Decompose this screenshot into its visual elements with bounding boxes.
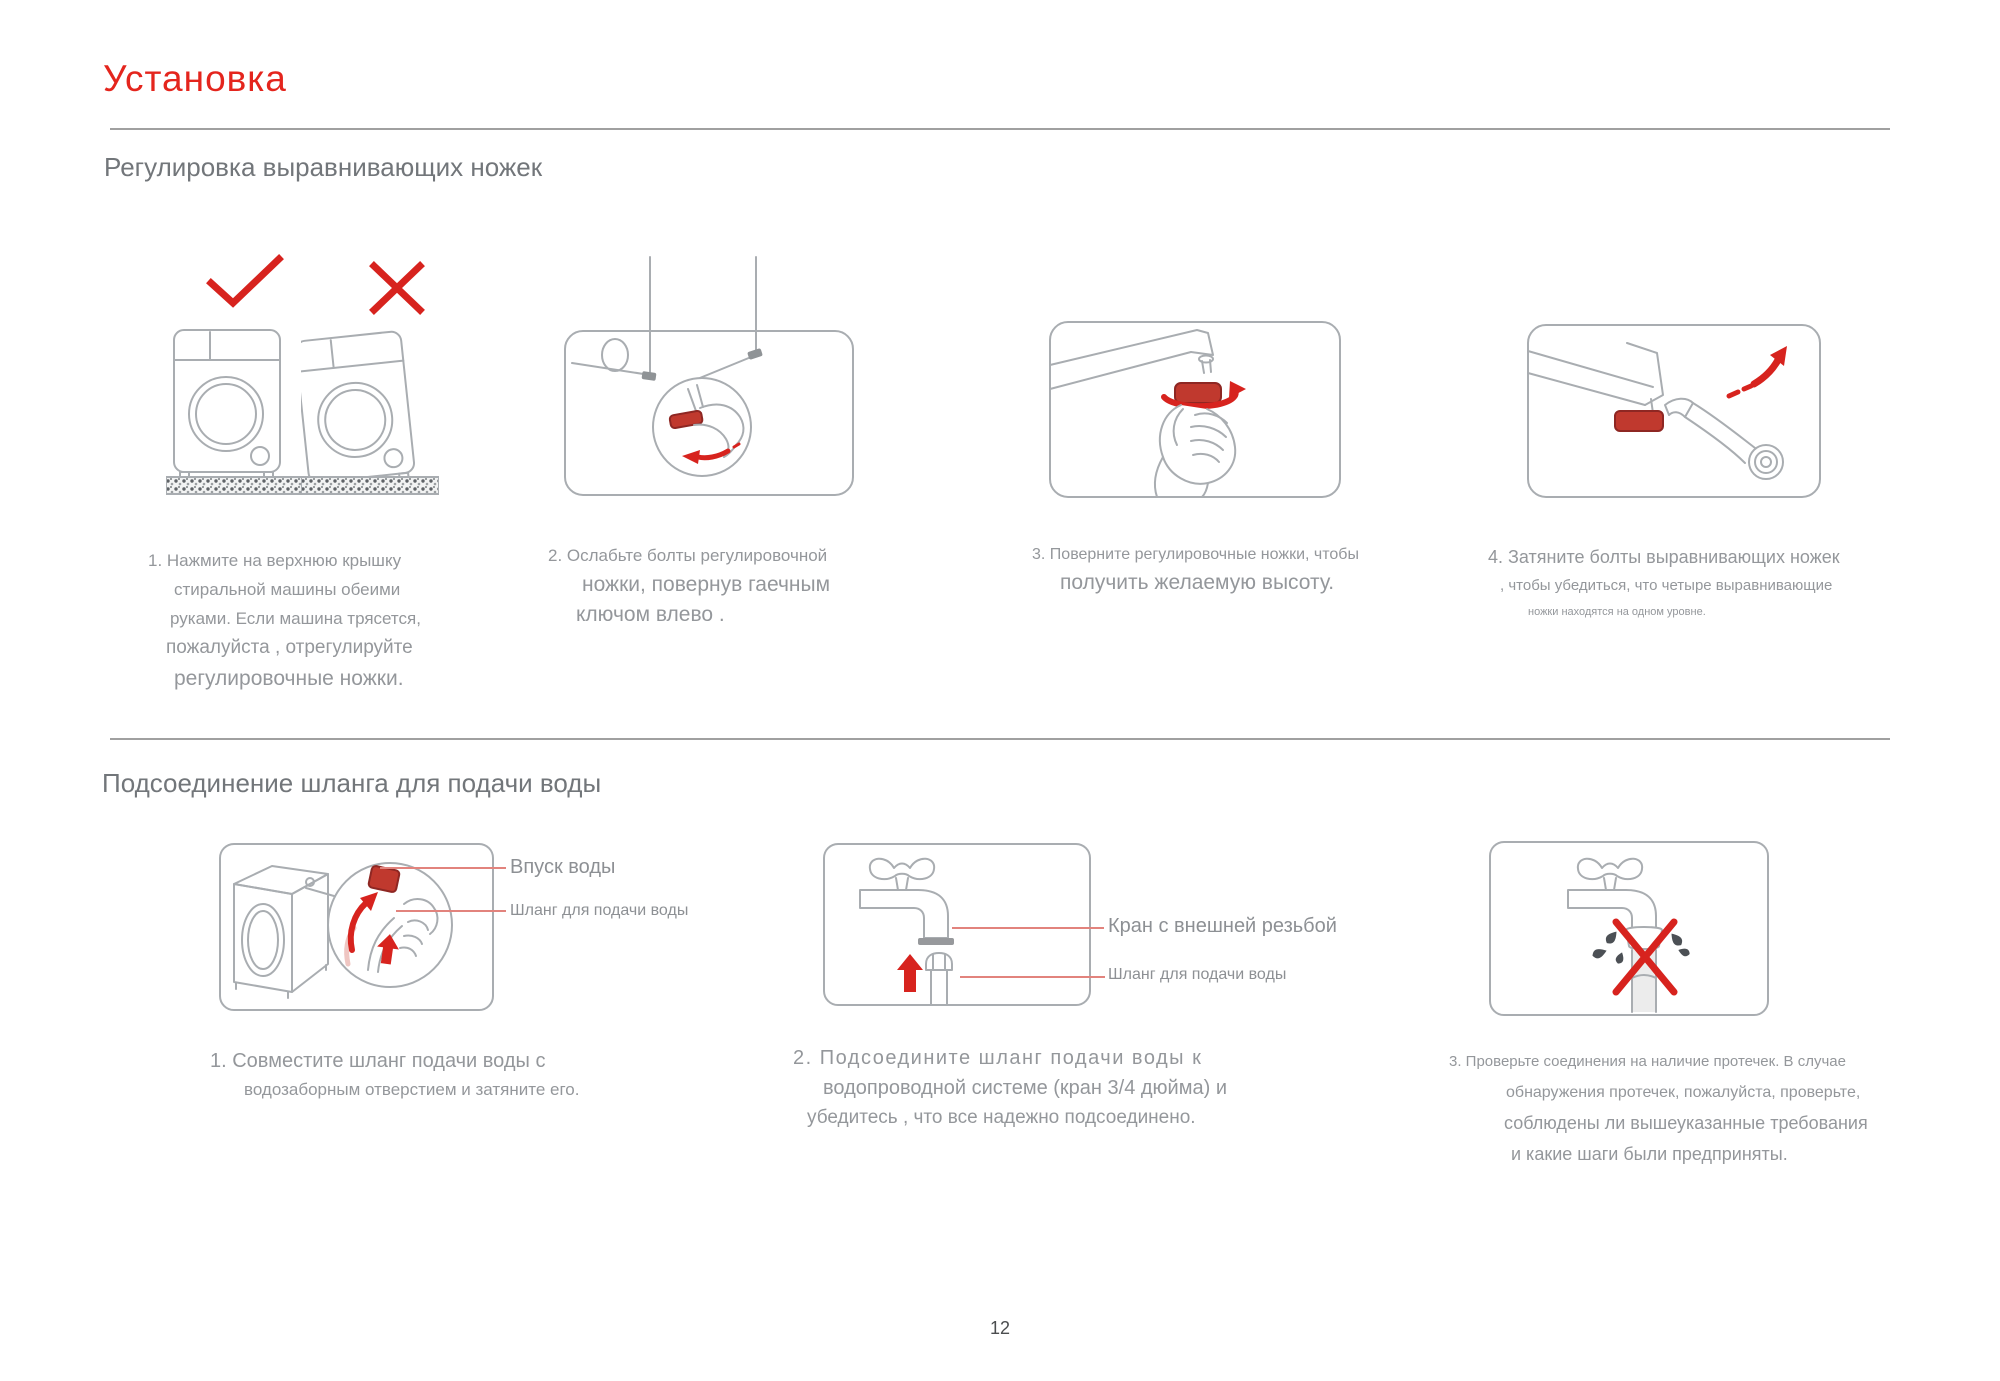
hose-step3-caption: 3. Проверьте соединения на наличие протечек. В случае обнаружения протечек, пожалуйста, проверьте, соблюдены ли вышеуказанные требования и какие шаги были предприняты.	[1449, 1053, 1868, 1164]
tap-leader-line	[952, 927, 1104, 929]
washing-machine-level-illustration	[166, 326, 304, 498]
step4-caption: 4. Затяните болты выравнивающих ножек , чтобы убедиться, что четыре выравнивающие ножки находятся на одном уровне.	[1488, 547, 1840, 618]
loosen-bolt-wrench-illustration	[560, 255, 860, 500]
hose2-label: Шланг для подачи воды	[1108, 966, 1287, 983]
checkmark-icon	[205, 253, 285, 308]
washing-machine-tilted-illustration	[301, 326, 439, 498]
divider-top	[110, 128, 1890, 130]
step1-caption: 1. Нажмите на верхнюю крышку стиральной машины обеими руками. Если машина трясется, пожалуйста , отрегулируйте регулировочные ножки.	[148, 551, 421, 690]
page-title: Установка	[103, 58, 287, 99]
inlet-leader-line	[380, 867, 506, 869]
hose-label: Шланг для подачи воды	[510, 902, 689, 919]
leak-check-illustration	[1488, 840, 1770, 1017]
hose-step1-caption: 1. Совместите шланг подачи воды с водозаборным отверстием и затяните его.	[210, 1050, 580, 1099]
section2-heading: Подсоединение шланга для подачи воды	[102, 768, 602, 798]
page-number: 12	[989, 1318, 1011, 1338]
inlet-label: Впуск воды	[510, 856, 616, 878]
hose2-leader-line	[960, 976, 1105, 978]
tap-label: Кран с внешней резьбой	[1108, 915, 1337, 937]
section1-heading: Регулировка выравнивающих ножек	[104, 152, 543, 182]
hose-step2-caption: 2. Подсоедините шланг подачи воды к водопроводной системе (кран 3/4 дюйма) и убедитесь , что все надежно подсоединено.	[793, 1047, 1227, 1128]
divider-middle	[110, 738, 1890, 740]
cross-icon	[368, 260, 426, 316]
turn-foot-hand-illustration	[1045, 255, 1345, 500]
step3-caption: 3. Поверните регулировочные ножки, чтобы получить желаемую высоту.	[1032, 546, 1359, 594]
tap-hose-connect-illustration	[822, 842, 1092, 1007]
tighten-bolt-wrench-illustration	[1523, 255, 1823, 500]
hose-leader-line	[396, 910, 506, 912]
step2-caption: 2. Ослабьте болты регулировочной ножки, повернув гаечным ключом влево .	[548, 546, 831, 626]
